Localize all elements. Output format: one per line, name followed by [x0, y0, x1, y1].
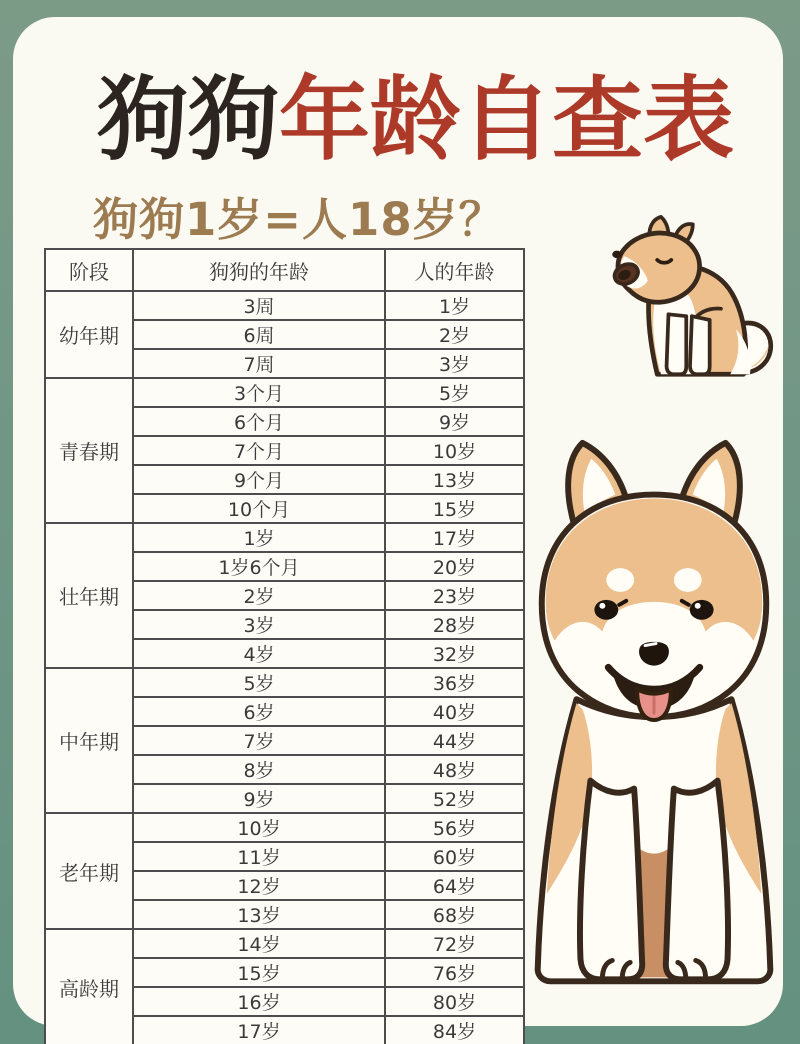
human-age-cell: 60岁: [385, 842, 524, 871]
dog-age-cell: 6个月: [133, 407, 385, 436]
dog-age-cell: 16岁: [133, 987, 385, 1016]
human-age-cell: 80岁: [385, 987, 524, 1016]
human-age-cell: 23岁: [385, 581, 524, 610]
big-dog-illustration: [505, 421, 800, 1033]
small-dog-nose: [612, 251, 621, 258]
dog-age-cell: 10个月: [133, 494, 385, 523]
col-header-human-age: 人的年龄: [385, 249, 524, 291]
human-age-cell: 3岁: [385, 349, 524, 378]
human-age-cell: 44岁: [385, 726, 524, 755]
human-age-cell: 68岁: [385, 900, 524, 929]
dog-age-cell: 14岁: [133, 929, 385, 958]
stage-cell: 老年期: [45, 813, 133, 929]
dog-age-cell: 9个月: [133, 465, 385, 494]
dog-age-cell: 10岁: [133, 813, 385, 842]
human-age-cell: 52岁: [385, 784, 524, 813]
dog-age-cell: 11岁: [133, 842, 385, 871]
dog-age-cell: 7个月: [133, 436, 385, 465]
table-row: [45, 523, 524, 552]
table-row: [45, 668, 524, 697]
human-age-cell: 1岁: [385, 291, 524, 320]
human-age-cell: 32岁: [385, 639, 524, 668]
table-row: [45, 291, 524, 320]
col-header-stage: 阶段: [45, 249, 133, 291]
human-age-cell: 48岁: [385, 755, 524, 784]
stage-cell: 高龄期: [45, 929, 133, 1044]
age-table-body: [45, 291, 524, 1044]
dog-age-cell: 5岁: [133, 668, 385, 697]
dog-age-cell: 8岁: [133, 755, 385, 784]
human-age-cell: 28岁: [385, 610, 524, 639]
dog-age-cell: 15岁: [133, 958, 385, 987]
human-age-cell: 20岁: [385, 552, 524, 581]
big-dog-left-eye: [594, 600, 618, 620]
poster-card: [13, 17, 783, 1043]
dog-age-cell: 1岁: [133, 523, 385, 552]
human-age-cell: 5岁: [385, 378, 524, 407]
dog-age-cell: 6周: [133, 320, 385, 349]
dog-age-cell: 7周: [133, 349, 385, 378]
title-part-dog: 狗狗: [97, 68, 280, 173]
big-dog-body: [538, 699, 771, 981]
stage-cell: 中年期: [45, 668, 133, 813]
table-row: [45, 378, 524, 407]
big-dog-head: [542, 443, 766, 720]
small-dog-illustration: [601, 215, 779, 393]
page-title: [97, 67, 767, 174]
age-conversion-table: [44, 248, 525, 1044]
human-age-cell: 72岁: [385, 929, 524, 958]
human-age-cell: 15岁: [385, 494, 524, 523]
stage-cell: 幼年期: [45, 291, 133, 378]
dog-age-cell: 1岁6个月: [133, 552, 385, 581]
dog-age-cell: 13岁: [133, 900, 385, 929]
human-age-cell: 84岁: [385, 1016, 524, 1044]
stage-cell: 青春期: [45, 378, 133, 523]
dog-age-cell: 2岁: [133, 581, 385, 610]
dog-age-cell: 12岁: [133, 871, 385, 900]
header-row: [45, 249, 524, 291]
human-age-cell: 76岁: [385, 958, 524, 987]
human-age-cell: 56岁: [385, 813, 524, 842]
stage-cell: 壮年期: [45, 523, 133, 668]
dog-age-cell: 3个月: [133, 378, 385, 407]
human-age-cell: 17岁: [385, 523, 524, 552]
dog-age-cell: 6岁: [133, 697, 385, 726]
age-table-header: [45, 249, 524, 291]
human-age-cell: 9岁: [385, 407, 524, 436]
table-row: [45, 929, 524, 958]
col-header-dog-age: 狗狗的年龄: [133, 249, 385, 291]
human-age-cell: 2岁: [385, 320, 524, 349]
dog-age-cell: 17岁: [133, 1016, 385, 1044]
dog-age-cell: 9岁: [133, 784, 385, 813]
dog-age-cell: 3岁: [133, 610, 385, 639]
subtitle: 狗狗1岁=人18岁？: [93, 193, 505, 246]
human-age-cell: 40岁: [385, 697, 524, 726]
title-part-age-table: 年龄自查表: [279, 68, 735, 173]
human-age-cell: 13岁: [385, 465, 524, 494]
big-dog-right-eye: [690, 600, 714, 620]
table-row: [45, 813, 524, 842]
human-age-cell: 10岁: [385, 436, 524, 465]
dog-age-cell: 3周: [133, 291, 385, 320]
dog-age-cell: 7岁: [133, 726, 385, 755]
human-age-cell: 36岁: [385, 668, 524, 697]
small-dog-head: [611, 217, 699, 302]
dog-age-cell: 4岁: [133, 639, 385, 668]
human-age-cell: 64岁: [385, 871, 524, 900]
